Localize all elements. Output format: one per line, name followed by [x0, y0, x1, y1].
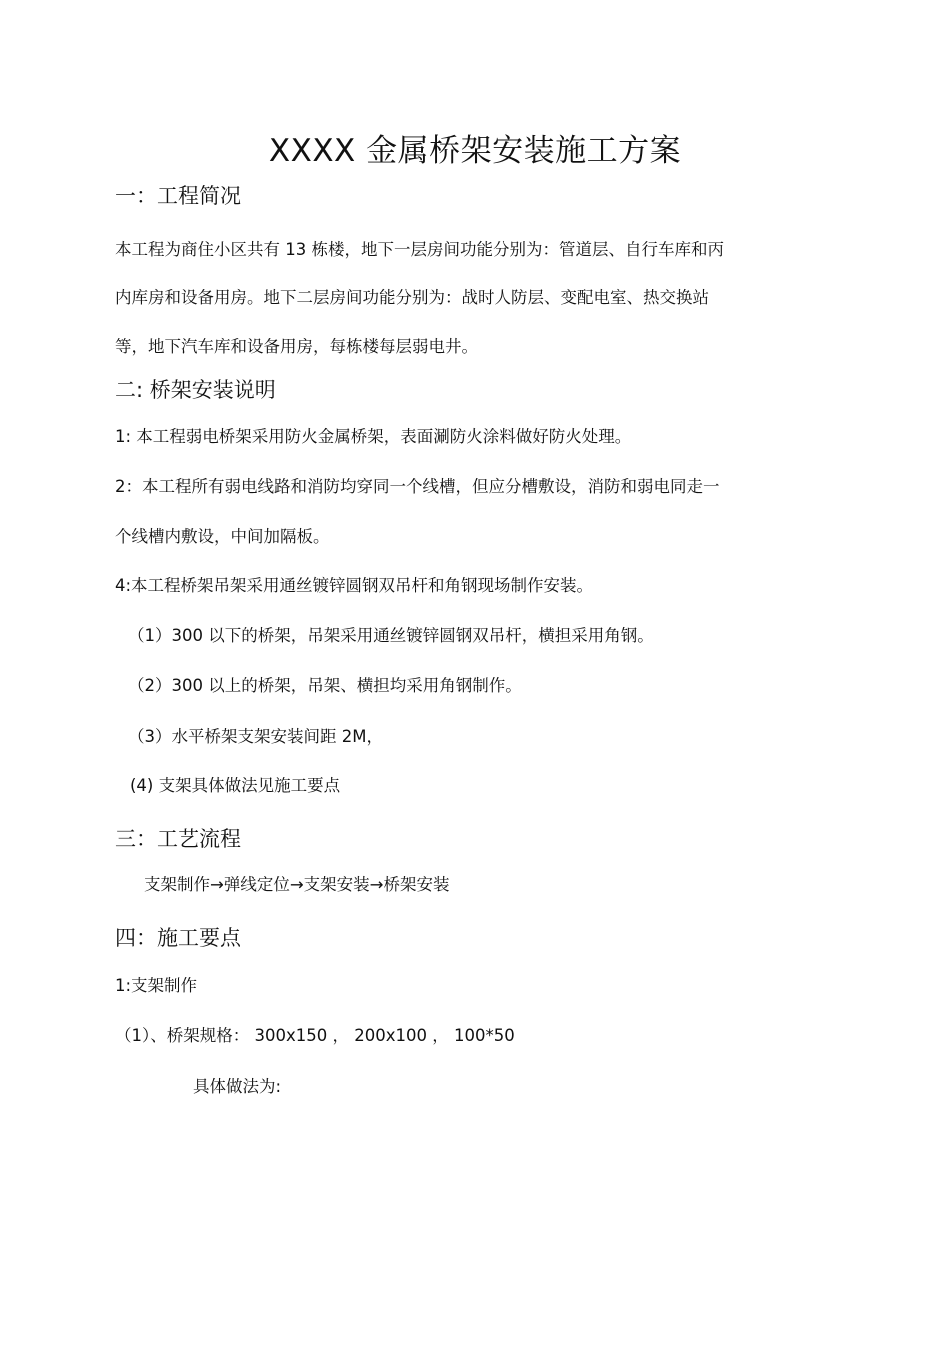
- list-item: （1）300 以下的桥架，吊架采用通丝镀锌圆钢双吊杆，横担采用角钢。: [128, 626, 654, 645]
- paragraph-line: 等，地下汽车库和设备用房，每栋楼每层弱电井。: [115, 337, 478, 356]
- paragraph-line: 本工程为商住小区共有 13 栋楼，地下一层房间功能分别为：管道层、自行车库和丙: [115, 240, 724, 259]
- list-item: （3）水平桥架支架安装间距 2M，: [128, 727, 383, 746]
- page-title: XXXX 金属桥架安装施工方案: [268, 133, 682, 169]
- paragraph-line: 内库房和设备用房。地下二层房间功能分别为：战时人防层、变配电室、热交换站: [115, 288, 709, 307]
- list-item: （1）、桥架规格： 300x150 ， 200x100 ， 100*50: [115, 1026, 515, 1045]
- paragraph-line: 1: 本工程弱电桥架采用防火金属桥架，表面涮防火涂料做好防火处理。: [115, 427, 632, 446]
- paragraph-line: 1:支架制作: [115, 976, 198, 995]
- section-heading-key-points: 四：施工要点: [115, 926, 241, 950]
- paragraph-line: 2：本工程所有弱电线路和消防均穿同一个线槽，但应分槽敷设，消防和弱电同走一: [115, 477, 720, 496]
- list-item: （2）300 以上的桥架，吊架、横担均采用角钢制作。: [128, 676, 522, 695]
- list-item: (4) 支架具体做法见施工要点: [130, 776, 341, 795]
- section-heading-overview: 一：工程简况: [115, 184, 241, 208]
- paragraph-line: 具体做法为:: [193, 1077, 282, 1096]
- paragraph-line: 个线槽内敷设，中间加隔板。: [115, 527, 330, 546]
- paragraph-line: 4:本工程桥架吊架采用通丝镀锌圆钢双吊杆和角钢现场制作安装。: [115, 576, 594, 595]
- process-flow-text: 支架制作→弹线定位→支架安装→桥架安装: [144, 875, 450, 894]
- section-heading-installation-notes: 二: 桥架安装说明: [115, 378, 276, 402]
- section-heading-process-flow: 三：工艺流程: [115, 827, 241, 851]
